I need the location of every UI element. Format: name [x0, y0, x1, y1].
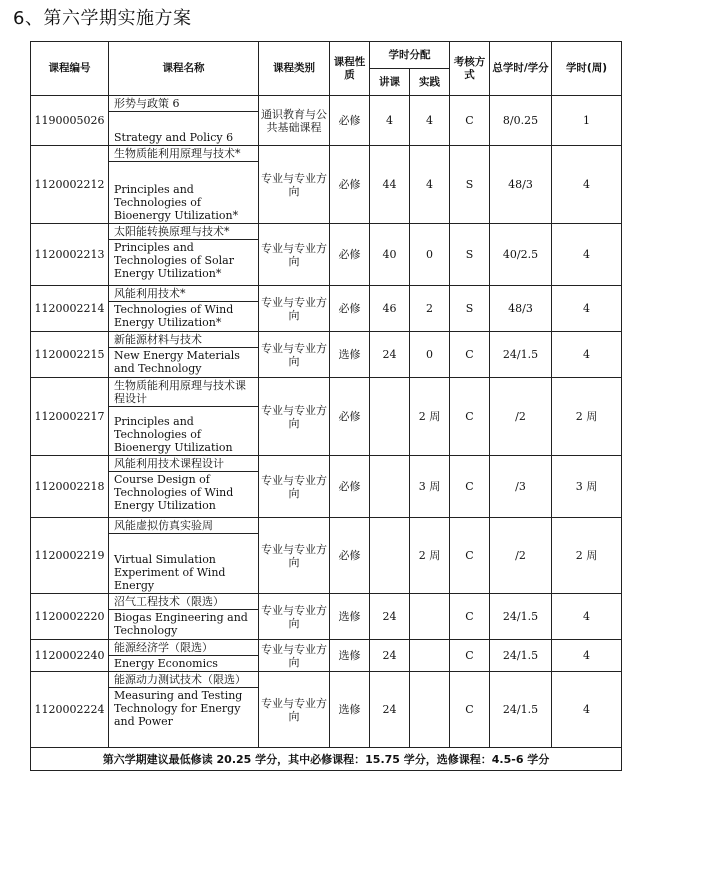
course-nature: 必修: [330, 286, 370, 332]
course-name-en: [109, 610, 258, 639]
weekly-hours: 2 周: [552, 378, 622, 456]
course-category: 专业与专业方向: [259, 286, 330, 332]
course-category: 通识教育与公共基础课程: [259, 96, 330, 146]
course-code: 1120002224: [31, 672, 109, 748]
course-nature: 必修: [330, 456, 370, 518]
course-name-zh: 能源经济学（限选）: [109, 640, 258, 656]
assessment-type: S: [450, 224, 490, 286]
header-weekly: 学时(周): [552, 42, 622, 96]
course-code: 1120002219: [31, 518, 109, 594]
assessment-type: C: [450, 640, 490, 672]
course-name-zh: 风能利用技术*: [109, 286, 258, 302]
course-name-en-text: Biogas Engineering and Technology: [114, 611, 248, 637]
course-name-en: [109, 302, 258, 331]
course-name-en: [109, 112, 258, 145]
table-row: [31, 378, 622, 456]
total-hours-credits: 48/3: [490, 146, 552, 224]
course-name: [109, 594, 259, 640]
course-name: [109, 286, 259, 332]
course-name-en-text: Measuring and Testing Technology for Energy and Power: [114, 689, 243, 728]
practice-hours: 2 周: [410, 378, 450, 456]
header-total: 总学时/学分: [490, 42, 552, 96]
lecture-hours: [370, 518, 410, 594]
course-category: 专业与专业方向: [259, 594, 330, 640]
practice-hours: [410, 594, 450, 640]
course-name-en-text: Principles and Technologies of Bioenergy Utilization*: [114, 183, 239, 222]
course-name-en: [109, 534, 258, 593]
assessment-type: C: [450, 594, 490, 640]
lecture-hours: 4: [370, 96, 410, 146]
table-row: [31, 640, 622, 672]
total-hours-credits: /2: [490, 518, 552, 594]
header-lecture: 讲课: [370, 69, 410, 96]
course-name-en-text: Energy Economics: [114, 657, 218, 670]
table-row: [31, 146, 622, 224]
course-name-zh: 沼气工程技术（限选）: [109, 594, 258, 610]
table-row: [31, 286, 622, 332]
course-name: [109, 146, 259, 224]
assessment-type: S: [450, 146, 490, 224]
weekly-hours: 4: [552, 146, 622, 224]
course-code: 1120002215: [31, 332, 109, 378]
weekly-hours: 4: [552, 672, 622, 748]
course-name-en-text: Principles and Technologies of Bioenergy Utilization: [114, 415, 233, 454]
weekly-hours: 3 周: [552, 456, 622, 518]
course-nature: 选修: [330, 332, 370, 378]
header-hours-group: 学时分配: [370, 42, 450, 69]
course-category: 专业与专业方向: [259, 456, 330, 518]
total-hours-credits: 24/1.5: [490, 332, 552, 378]
course-nature: 必修: [330, 146, 370, 224]
lecture-hours: [370, 456, 410, 518]
practice-hours: [410, 640, 450, 672]
header-assessment: 考核方式: [450, 42, 490, 96]
practice-hours: 2: [410, 286, 450, 332]
course-name: [109, 96, 259, 146]
course-name-zh: 形势与政策 6: [109, 96, 258, 112]
table-row: [31, 332, 622, 378]
course-plan-table: [30, 41, 622, 771]
practice-hours: [410, 672, 450, 748]
course-code: 1120002218: [31, 456, 109, 518]
course-code: 1120002240: [31, 640, 109, 672]
course-name-zh: 能源动力测试技术（限选）: [109, 672, 258, 688]
course-nature: 选修: [330, 594, 370, 640]
assessment-type: C: [450, 332, 490, 378]
lecture-hours: 24: [370, 332, 410, 378]
header-category: 课程类别: [259, 42, 330, 96]
course-name-en: [109, 240, 258, 285]
total-hours-credits: 24/1.5: [490, 640, 552, 672]
practice-hours: 0: [410, 332, 450, 378]
course-name-en: [109, 348, 258, 377]
course-name: [109, 332, 259, 378]
lecture-hours: [370, 378, 410, 456]
course-code: 1120002214: [31, 286, 109, 332]
practice-hours: 4: [410, 96, 450, 146]
page-title: 6、第六学期实施方案: [13, 8, 192, 29]
course-name-en-text: Course Design of Technologies of Wind Energy Utilization: [114, 473, 234, 512]
table-row: [31, 456, 622, 518]
course-name-en: [109, 688, 258, 747]
course-code: 1190005026: [31, 96, 109, 146]
table-row: [31, 518, 622, 594]
course-nature: 选修: [330, 640, 370, 672]
total-hours-credits: 24/1.5: [490, 672, 552, 748]
weekly-hours: 4: [552, 286, 622, 332]
course-category: 专业与专业方向: [259, 378, 330, 456]
total-hours-credits: /3: [490, 456, 552, 518]
course-nature: 选修: [330, 672, 370, 748]
course-name: [109, 518, 259, 594]
header-practice: 实践: [410, 69, 450, 96]
table-row: [31, 594, 622, 640]
weekly-hours: 4: [552, 224, 622, 286]
course-category: 专业与专业方向: [259, 224, 330, 286]
table-row: [31, 224, 622, 286]
lecture-hours: 40: [370, 224, 410, 286]
weekly-hours: 4: [552, 594, 622, 640]
course-name-en: [109, 162, 258, 223]
course-name-zh: 风能利用技术课程设计: [109, 456, 258, 472]
header-nature: 课程性质: [330, 42, 370, 96]
total-hours-credits: 48/3: [490, 286, 552, 332]
table-row: [31, 96, 622, 146]
assessment-type: C: [450, 456, 490, 518]
course-name-zh: 生物质能利用原理与技术课程设计: [109, 378, 258, 407]
course-nature: 必修: [330, 96, 370, 146]
assessment-type: C: [450, 378, 490, 456]
course-name-en-text: New Energy Materials and Technology: [114, 349, 240, 375]
lecture-hours: 24: [370, 672, 410, 748]
weekly-hours: 4: [552, 332, 622, 378]
course-category: 专业与专业方向: [259, 332, 330, 378]
lecture-hours: 44: [370, 146, 410, 224]
practice-hours: 4: [410, 146, 450, 224]
course-name-en-text: Strategy and Policy 6: [114, 131, 234, 144]
course-code: 1120002217: [31, 378, 109, 456]
course-name-en: [109, 407, 258, 455]
table-footer-note: 第六学期建议最低修读 20.25 学分，其中必修课程：15.75 学分，选修课程：4.5-6 学分: [31, 748, 622, 771]
course-name-en-text: Principles and Technologies of Solar Energy Utilization*: [114, 241, 234, 280]
lecture-hours: 24: [370, 640, 410, 672]
total-hours-credits: /2: [490, 378, 552, 456]
course-category: 专业与专业方向: [259, 672, 330, 748]
course-code: 1120002220: [31, 594, 109, 640]
header-code: 课程编号: [31, 42, 109, 96]
course-name-zh: 太阳能转换原理与技术*: [109, 224, 258, 240]
course-name: [109, 640, 259, 672]
total-hours-credits: 8/0.25: [490, 96, 552, 146]
weekly-hours: 4: [552, 640, 622, 672]
weekly-hours: 2 周: [552, 518, 622, 594]
practice-hours: 2 周: [410, 518, 450, 594]
practice-hours: 0: [410, 224, 450, 286]
weekly-hours: 1: [552, 96, 622, 146]
course-nature: 必修: [330, 378, 370, 456]
lecture-hours: 46: [370, 286, 410, 332]
course-name-en: [109, 472, 258, 517]
total-hours-credits: 24/1.5: [490, 594, 552, 640]
lecture-hours: 24: [370, 594, 410, 640]
course-name-en-text: Technologies of Wind Energy Utilization*: [114, 303, 234, 329]
course-code: 1120002212: [31, 146, 109, 224]
course-name-zh: 新能源材料与技术: [109, 332, 258, 348]
course-name-zh: 生物质能利用原理与技术*: [109, 146, 258, 162]
course-name-en: [109, 656, 258, 671]
course-category: 专业与专业方向: [259, 640, 330, 672]
course-name-zh: 风能虚拟仿真实验周: [109, 518, 258, 534]
table-row: [31, 672, 622, 748]
course-nature: 必修: [330, 224, 370, 286]
course-name: [109, 378, 259, 456]
course-name: [109, 672, 259, 748]
course-name-en-text: Virtual Simulation Experiment of Wind Energy: [114, 553, 226, 592]
course-category: 专业与专业方向: [259, 518, 330, 594]
course-category: 专业与专业方向: [259, 146, 330, 224]
assessment-type: C: [450, 672, 490, 748]
assessment-type: C: [450, 96, 490, 146]
header-name: 课程名称: [109, 42, 259, 96]
course-nature: 必修: [330, 518, 370, 594]
assessment-type: C: [450, 518, 490, 594]
assessment-type: S: [450, 286, 490, 332]
practice-hours: 3 周: [410, 456, 450, 518]
course-code: 1120002213: [31, 224, 109, 286]
course-name: [109, 224, 259, 286]
total-hours-credits: 40/2.5: [490, 224, 552, 286]
course-name: [109, 456, 259, 518]
